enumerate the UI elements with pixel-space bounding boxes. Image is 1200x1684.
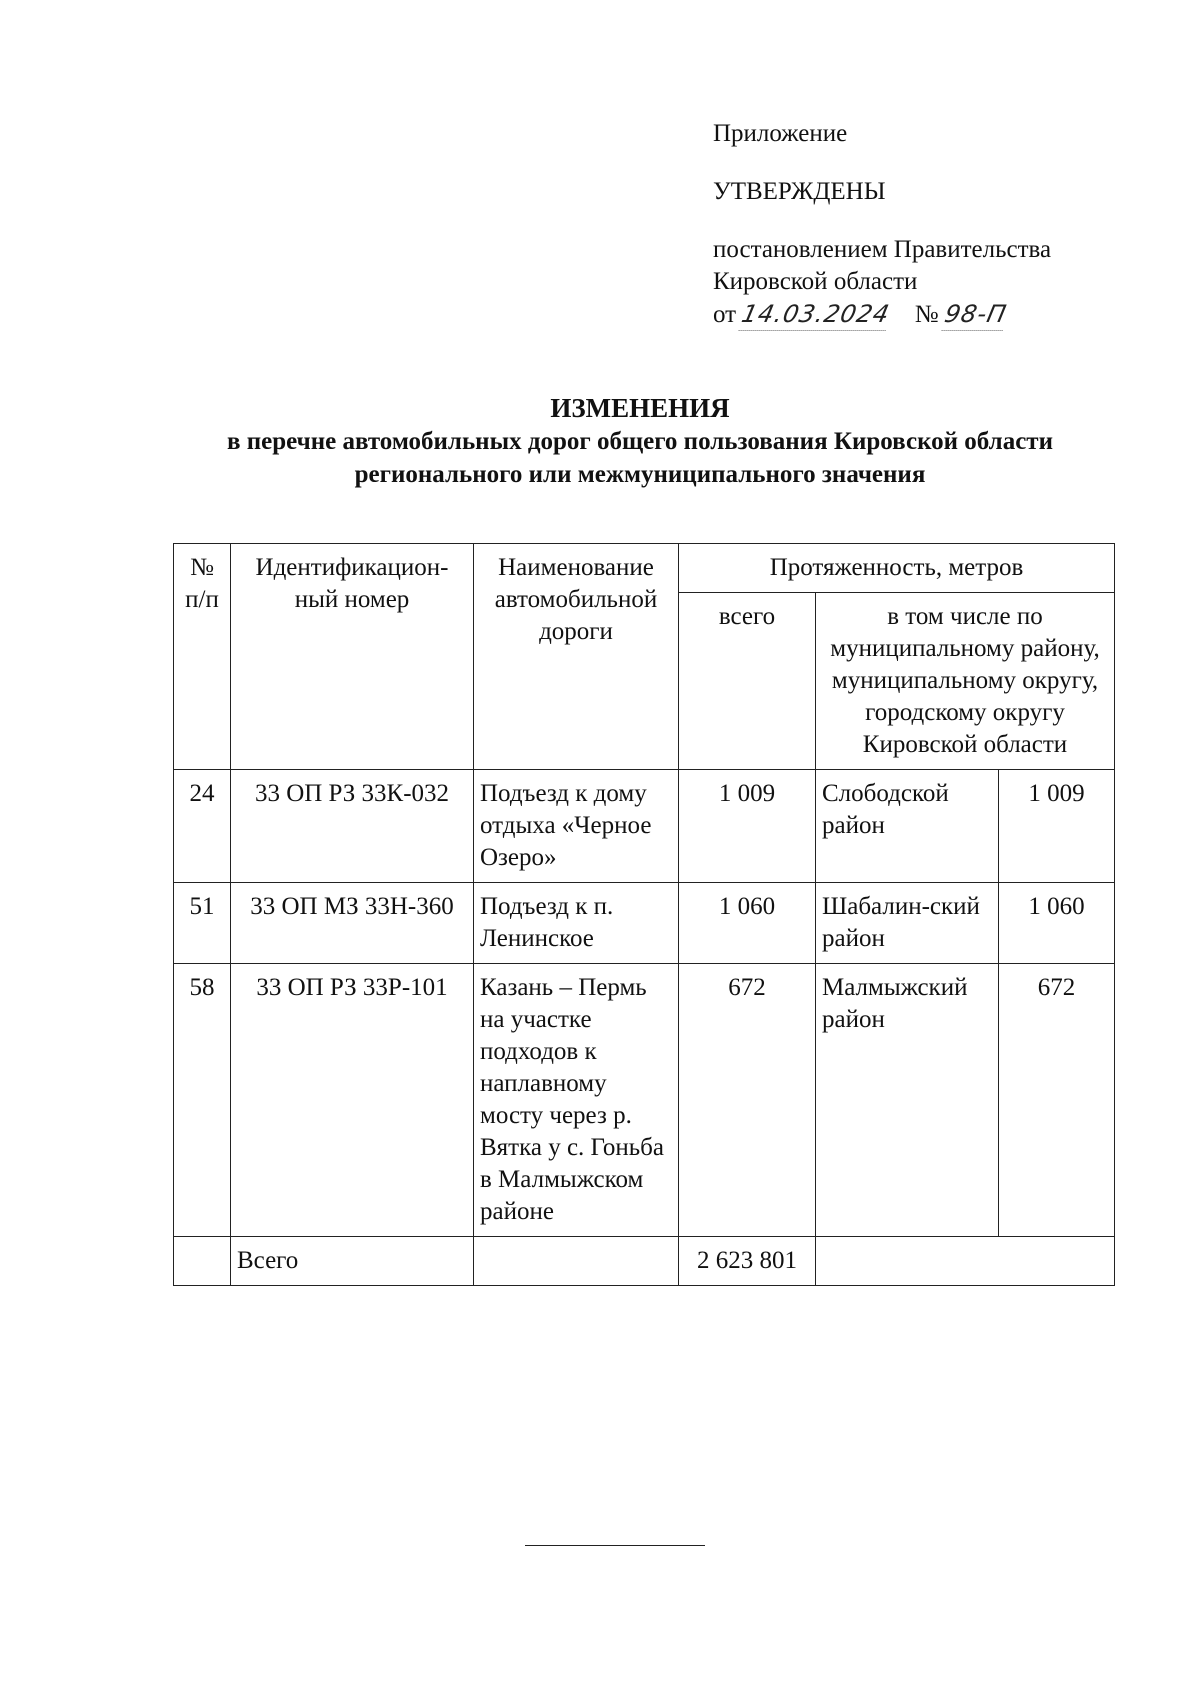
decree-date-line — [713, 298, 1051, 331]
cell-district-empty — [816, 1237, 1115, 1286]
cell-id: 33 ОП РЗ 33Р-101 — [231, 964, 474, 1237]
cell-name: Подъезд к п. Ленинское — [474, 883, 679, 964]
table-row — [174, 883, 1115, 964]
cell-name-empty — [474, 1237, 679, 1286]
cell-num: 24 — [174, 770, 231, 883]
cell-num: 51 — [174, 883, 231, 964]
cell-district: Шабалин-ский район — [816, 883, 999, 964]
decree-number: 98-П — [941, 298, 1009, 331]
date-prefix: от — [713, 301, 737, 328]
cell-name: Казань – Пермь на участке подходов к наплавному мосту через р. Вятка у с. Гоньба в Малмыжском районе — [474, 964, 679, 1237]
table-summary-row — [174, 1237, 1115, 1286]
header-district: в том числе по муниципальному району, муниципальному округу, городскому округу Кировской области — [816, 593, 1115, 770]
header-total: всего — [679, 593, 816, 770]
cell-id: 33 ОП МЗ 33Н-360 — [231, 883, 474, 964]
title-line-2: в перечне автомобильных дорог общего пользования Кировской области — [226, 428, 1053, 455]
cell-name: Подъезд к дому отдыха «Черное Озеро» — [474, 770, 679, 883]
table-header-row — [174, 544, 1115, 593]
header-name: Наименование автомобильной дороги — [474, 544, 679, 770]
end-divider — [525, 1545, 705, 1546]
title-main: ИЗМЕНЕНИЯ — [550, 393, 730, 423]
cell-district: Слободской район — [816, 770, 999, 883]
cell-total: 1 009 — [679, 770, 816, 883]
appendix-label: Приложение — [713, 120, 848, 147]
summary-label: Всего — [231, 1237, 474, 1286]
header-id: Идентификацион-ный номер — [231, 544, 474, 770]
appendix-block — [713, 118, 1051, 331]
decree-line-2: Кировской области — [713, 268, 918, 295]
cell-district-length: 672 — [999, 964, 1115, 1237]
table-row — [174, 964, 1115, 1237]
roads-table — [173, 543, 1115, 1286]
decree-line-1: постановлением Правительства — [713, 236, 1052, 263]
title-line-3: регионального или межмуниципального значения — [354, 461, 926, 488]
number-prefix: № — [914, 301, 939, 328]
cell-total: 1 060 — [679, 883, 816, 964]
header-num: № п/п — [174, 544, 231, 770]
table-row — [174, 770, 1115, 883]
cell-total: 672 — [679, 964, 816, 1237]
cell-district-length: 1 009 — [999, 770, 1115, 883]
decree-date: 14.03.2024 — [739, 298, 893, 331]
cell-num-empty — [174, 1237, 231, 1286]
cell-id: 33 ОП РЗ 33К-032 — [231, 770, 474, 883]
cell-num: 58 — [174, 964, 231, 1237]
summary-total: 2 623 801 — [679, 1237, 816, 1286]
approved-label: УТВЕРЖДЕНЫ — [713, 178, 886, 205]
header-length: Протяженность, метров — [679, 544, 1115, 593]
cell-district: Малмыжский район — [816, 964, 999, 1237]
document-title — [130, 392, 1150, 491]
cell-district-length: 1 060 — [999, 883, 1115, 964]
